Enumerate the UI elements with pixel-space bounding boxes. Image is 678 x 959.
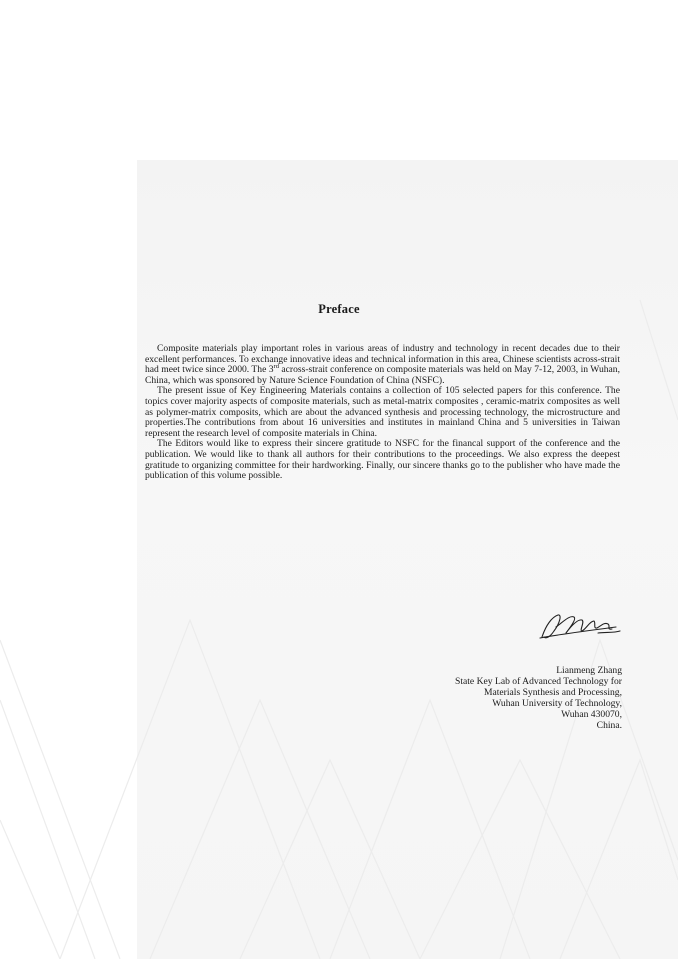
affiliation-line: China. <box>596 719 622 731</box>
handwritten-signature <box>536 607 622 647</box>
preface-body <box>145 344 620 482</box>
paragraph-3: The Editors would like to express their sincere gratitude to NSFC for the financal support of the conference and the publication. We would like to thank all authors for their contributions to the proceedings. We also express the deepest gratitude to organizing committee for their hardworking. Finally, our sincere thanks go to the publisher who have made the publication of this volume possible. <box>145 438 620 482</box>
affiliation-line: State Key Lab of Advanced Technology for <box>455 675 622 687</box>
affiliation-line: Wuhan 430070, <box>561 708 622 720</box>
paragraph-2: The present issue of Key Engineering Materials contains a collection of 105 selected papers for this conference. The topics cover majority aspects of composite materials, such as metal-matrix composites , ceramic-matrix composites as well as polymer-matrix composits, which are about the advanced synthesis and processing technology, the microstructure and properties.The contributions from about 16 universities and institutes in mainland China and 5 universities in Taiwan represent the research level of composite materials in China. <box>145 385 620 439</box>
author-name: Lianmeng Zhang <box>556 665 622 676</box>
affiliation-line: Wuhan University of Technology, <box>492 697 622 709</box>
page-title: Preface <box>318 302 360 316</box>
paragraph-1-text-cont: across-strait conference on composite materials was held on May 7-12, 2003, in Wuhan, China, which was sponsored by Nature Science Foundation of China (NSFC). <box>145 364 620 386</box>
paragraph-1-text: Composite materials play important roles in various areas of industry and technology in recent decades due to their excellent performances. To exchange innovative ideas and technical information in this area, Chinese scientists across-strait had meet twice since 2000. The 3 <box>145 343 620 376</box>
paragraph-1 <box>145 344 620 386</box>
affiliation-line: Materials Synthesis and Processing, <box>483 686 622 698</box>
superscript-rd: rd <box>273 363 279 371</box>
signature-block <box>362 666 622 731</box>
